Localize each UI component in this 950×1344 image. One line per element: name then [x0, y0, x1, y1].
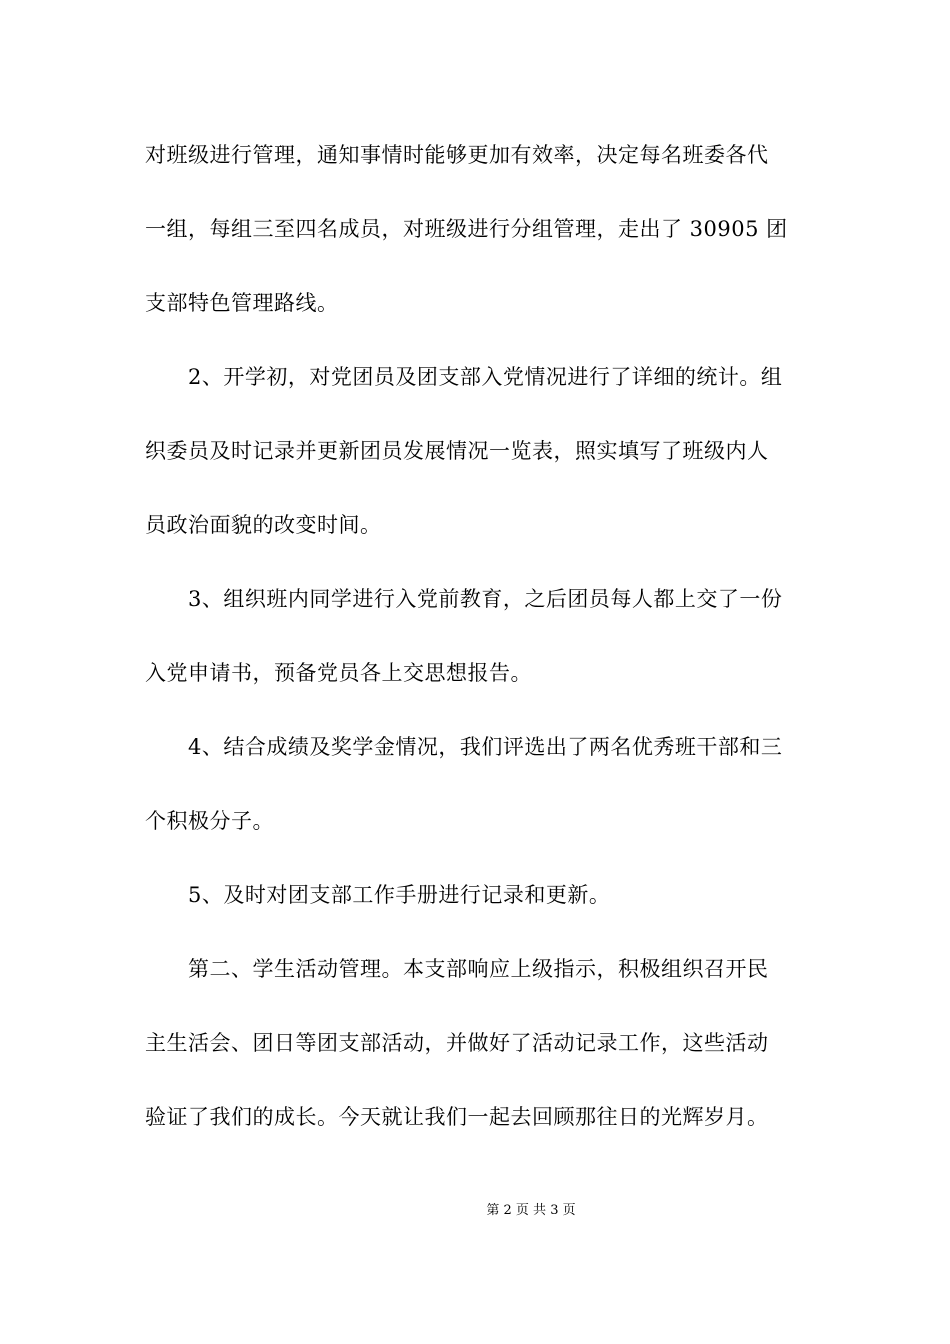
body-text-line: 2、开学初，对党团员及团支部入党情况进行了详细的统计。组 — [188, 365, 783, 389]
body-text-line: 3、组织班内同学进行入党前教育，之后团员每人都上交了一份 — [188, 587, 783, 611]
body-text-line: 个积极分子。 — [145, 809, 274, 833]
body-text-line: 第二、学生活动管理。本支部响应上级指示，积极组织召开民 — [188, 957, 769, 981]
body-text-line: 织委员及时记录并更新团员发展情况一览表，照实填写了班级内人 — [145, 439, 769, 463]
body-text-line: 主生活会、团日等团支部活动，并做好了活动记录工作，这些活动 — [145, 1031, 769, 1055]
body-text-line: 支部特色管理路线。 — [145, 291, 339, 315]
body-text-line: 员政治面貌的改变时间。 — [145, 513, 382, 537]
page-number-footer: 第 2 页 共 3 页 — [486, 1203, 576, 1218]
body-text-line: 验证了我们的成长。今天就让我们一起去回顾那往日的光辉岁月。 — [145, 1105, 769, 1129]
body-text-line: 对班级进行管理，通知事情时能够更加有效率，决定每名班委各代 — [145, 143, 769, 167]
body-text-line: 入党申请书，预备党员各上交思想报告。 — [145, 661, 532, 685]
body-text-line: 5、及时对团支部工作手册进行记录和更新。 — [188, 883, 611, 907]
body-text-line: 一组，每组三至四名成员，对班级进行分组管理，走出了 30905 团 — [145, 217, 788, 241]
body-text-line: 4、结合成绩及奖学金情况，我们评选出了两名优秀班干部和三 — [188, 735, 783, 759]
